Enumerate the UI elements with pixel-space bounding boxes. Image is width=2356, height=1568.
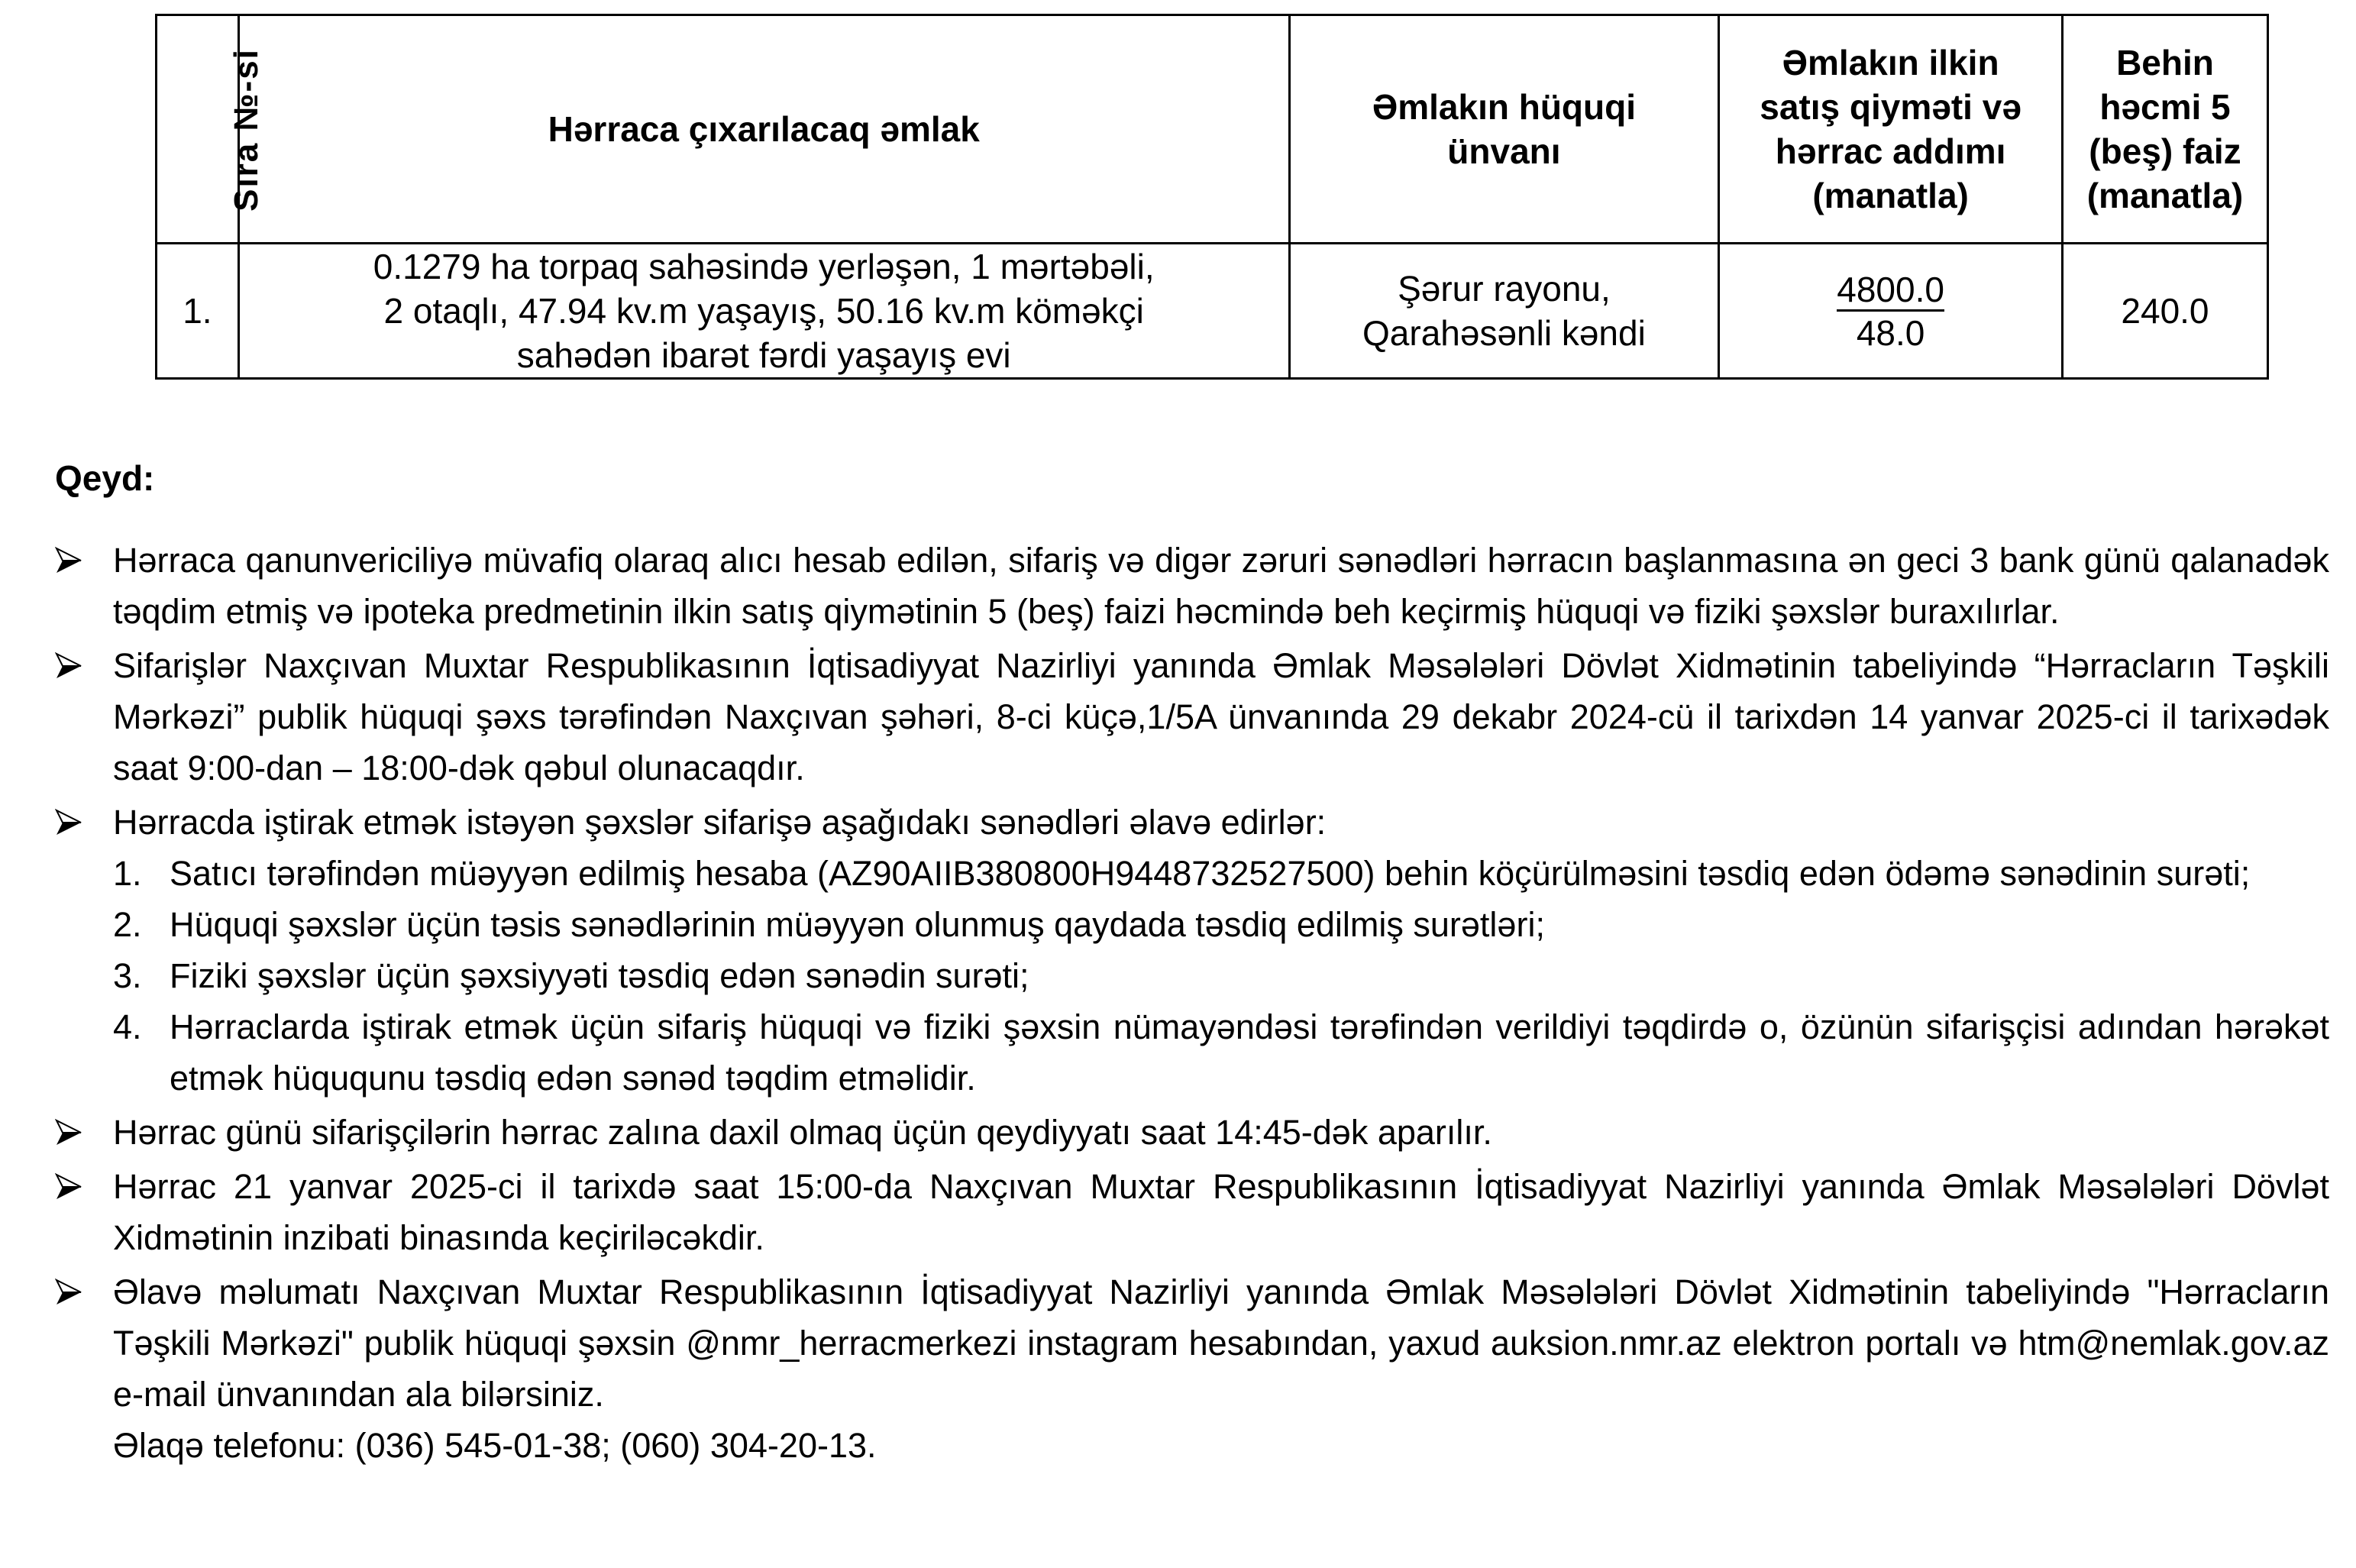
note-text: Hərracda iştirak etmək istəyən şəxslər sifarişə aşağıdakı sənədləri əlavə edirlər:	[113, 803, 1327, 842]
note-text: Əlavə məlumatı Naxçıvan Muxtar Respublikasının İqtisadiyyat Nazirliyi yanında Əmlak Məsələləri Dövlət Xidmətinin tabeliyində "Hərracların Təşkili Mərkəzi" publik hüquqi şəxsin @nmr_herracmerkezi instagram hesabından, yaxud auksion.nmr.az elektron portalı və htm@nemlak.gov.az e-mail ünvanından ala bilərsiniz.	[113, 1272, 2329, 1414]
property-line: sahədən ibarət fərdi yaşayış evi	[516, 335, 1011, 375]
note-item	[55, 640, 2329, 794]
note-text: Hərraca qanunvericiliyə müvafiq olaraq alıcı hesab edilən, sifariş və digər zəruri sənədləri hərracın başlanmasına ən geci 3 bank günü qalanadək təqdim etmiş və ipoteka predmetinin ilkin satış qiymətinin 5 (beş) faizi həcmində beh keçirmiş hüquqi və fiziki şəxslər buraxılırlar.	[113, 541, 2329, 631]
cell-number: 1.	[157, 244, 239, 379]
address-line: Şərur rayonu,	[1398, 269, 1611, 309]
sub-item-number: 1.	[113, 854, 142, 893]
arrowhead-bullet-icon	[55, 652, 82, 680]
property-line: 2 otaqlı, 47.94 kv.m yaşayış, 50.16 kv.m köməkçi	[383, 291, 1144, 331]
header-price-label: Əmlakın ilkin satış qiyməti və hərrac addımı (manatla)	[1760, 43, 2022, 215]
note-text: Sifarişlər Naxçıvan Muxtar Respublikasının İqtisadiyyat Nazirliyi yanında Əmlak Məsələləri Dövlət Xidmətinin tabeliyində “Hərracların Təşkili Mərkəzi” publik hüquqi şəxs tərəfindən Naxçıvan şəhəri, 8-ci küçə,1/5A ünvanında 29 dekabr 2024-cü il tarixdən 14 yanvar 2025-ci il tarixədək saat 9:00-dan – 18:00-dək qəbul olunacaqdır.	[113, 646, 2329, 787]
header-deposit	[2062, 15, 2267, 244]
header-price	[1719, 15, 2063, 244]
sub-list-item	[55, 1001, 2329, 1104]
arrowhead-bullet-icon	[55, 1173, 82, 1201]
sub-item-text: Hərraclarda iştirak etmək üçün sifariş hüquqi və fiziki şəxsin nümayəndəsi tərəfindən verildiyi təqdirdə o, özünün sifarişçisi adından hərəkət etmək hüququnu təsdiq edən sənəd təqdim etməlidir.	[170, 1007, 2329, 1098]
auction-table	[155, 14, 2269, 380]
note-item	[55, 535, 2329, 637]
header-property: Hərraca çıxarılacaq əmlak	[238, 15, 1289, 244]
cell-deposit: 240.0	[2062, 244, 2267, 379]
sub-item-text: Hüquqi şəxslər üçün təsis sənədlərinin müəyyən olunmuş qaydada təsdiq edilmiş surətləri;	[170, 905, 1545, 944]
note-item	[55, 1107, 2329, 1158]
sub-item-text: Satıcı tərəfindən müəyyən edilmiş hesaba (AZ90AIIB380800H9448732527500) behin köçürülməsini təsdiq edən ödəmə sənədinin surəti;	[170, 854, 2251, 893]
required-documents-list	[55, 848, 2329, 1104]
address-line: Qarahəsənli kəndi	[1362, 313, 1646, 353]
note-text: Hərrac 21 yanvar 2025-ci il tarixdə saat 15:00-da Naxçıvan Muxtar Respublikasının İqtisadiyyat Nazirliyi yanında Əmlak Məsələləri Dövlət Xidmətinin inzibati binasında keçiriləcəkdir.	[113, 1167, 2329, 1257]
table-row	[157, 244, 2268, 379]
contact-phone: Əlaqə telefonu: (036) 545-01-38; (060) 304-20-13.	[113, 1426, 877, 1465]
property-line: 0.1279 ha torpaq sahəsində yerləşən, 1 mərtəbəli,	[373, 247, 1155, 286]
sub-item-text: Fiziki şəxslər üçün şəxsiyyəti təsdiq edən sənədin surəti;	[170, 956, 1029, 995]
header-number	[157, 15, 265, 244]
arrowhead-bullet-icon	[55, 547, 82, 574]
sub-list-item	[55, 950, 2329, 1001]
arrowhead-bullet-icon	[55, 1279, 82, 1306]
sub-list-item	[55, 848, 2329, 899]
sub-item-number: 2.	[113, 905, 142, 944]
header-number-label: Sıra №-si	[227, 48, 265, 212]
header-address-label: Əmlakın hüquqi ünvanı	[1372, 87, 1637, 171]
table-header-row	[157, 15, 2268, 244]
arrowhead-bullet-icon	[55, 1119, 82, 1146]
notes-list	[55, 535, 2329, 1471]
note-text: Hərrac günü sifarişçilərin hərrac zalına daxil olmaq üçün qeydiyyatı saat 14:45-dək aparılır.	[113, 1113, 1492, 1152]
note-item	[55, 1161, 2329, 1263]
header-deposit-label: Behin həcmi 5 (beş) faiz (manatla)	[2086, 43, 2244, 215]
cell-address	[1289, 244, 1719, 379]
cell-property	[238, 244, 1289, 379]
sub-item-number: 4.	[113, 1007, 142, 1046]
sub-item-number: 3.	[113, 956, 142, 995]
arrowhead-bullet-icon	[55, 809, 82, 836]
initial-price: 4800.0	[1837, 270, 1944, 312]
cell-price	[1719, 244, 2063, 379]
auction-step: 48.0	[1856, 313, 1925, 353]
sub-list-item	[55, 899, 2329, 950]
note-item	[55, 797, 2329, 848]
notes-title: Qeyd:	[55, 458, 155, 498]
header-address	[1289, 15, 1719, 244]
note-item	[55, 1266, 2329, 1471]
